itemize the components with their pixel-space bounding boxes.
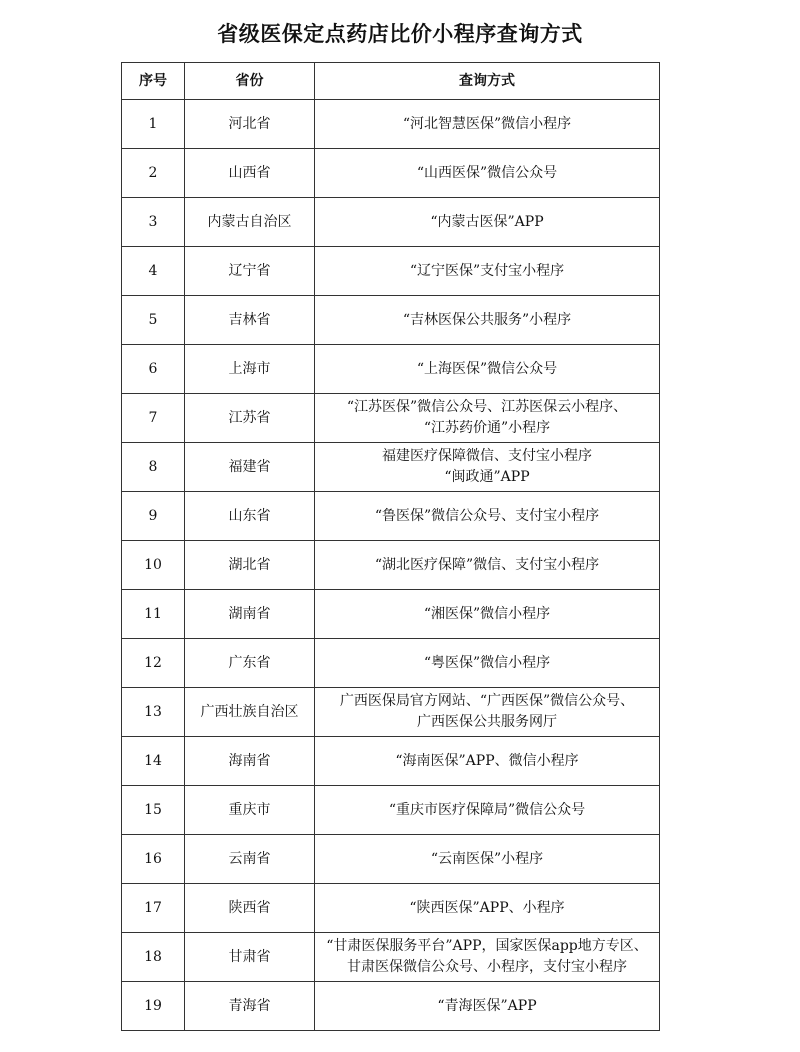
cell-no: 10: [122, 541, 185, 590]
method-line: “重庆市医疗保障局”微信公众号: [388, 801, 586, 818]
header-province: 省份: [185, 63, 315, 100]
table-body: [122, 100, 660, 1031]
cell-method: [315, 198, 660, 247]
cell-no: 14: [122, 737, 185, 786]
table-row: [122, 590, 660, 639]
method-line: 甘肃医保微信公众号、小程序，支付宝小程序: [347, 959, 627, 975]
cell-method: [315, 149, 660, 198]
cell-province: 甘肃省: [185, 933, 315, 982]
page-title: 省级医保定点药店比价小程序查询方式: [217, 22, 583, 46]
cell-method: [315, 639, 660, 688]
cell-method: [315, 590, 660, 639]
cell-no: 5: [122, 296, 185, 345]
method-line: 广西医保局官方网站、“广西医保”微信公众号、: [339, 693, 635, 709]
cell-no: 19: [122, 982, 185, 1031]
method-line: 广西医保公共服务网厅: [417, 714, 557, 730]
cell-no: 8: [122, 443, 185, 492]
method-line: “上海医保”微信公众号: [416, 360, 558, 377]
cell-method: [315, 443, 660, 492]
cell-no: 3: [122, 198, 185, 247]
cell-method: [315, 247, 660, 296]
cell-method: [315, 835, 660, 884]
cell-province: 湖南省: [185, 590, 315, 639]
cell-province: 上海市: [185, 345, 315, 394]
method-line: “海南医保”APP、微信小程序: [395, 752, 579, 769]
cell-no: 11: [122, 590, 185, 639]
header-method: 查询方式: [315, 63, 660, 100]
method-line: “江苏医保”微信公众号、江苏医保云小程序、: [346, 399, 628, 415]
cell-method: [315, 786, 660, 835]
cell-province: 青海省: [185, 982, 315, 1031]
table-row: [122, 835, 660, 884]
cell-method: [315, 345, 660, 394]
table-row: [122, 982, 660, 1031]
cell-no: 17: [122, 884, 185, 933]
cell-no: 9: [122, 492, 185, 541]
cell-province: 重庆市: [185, 786, 315, 835]
cell-no: 1: [122, 100, 185, 149]
method-line: “内蒙古医保”APP: [430, 213, 544, 230]
cell-province: 内蒙古自治区: [185, 198, 315, 247]
method-line: “甘肃医保服务平台”APP，国家医保app地方专区、: [326, 938, 648, 954]
method-line: “云南医保”小程序: [430, 850, 544, 867]
cell-method: [315, 884, 660, 933]
table-row: [122, 100, 660, 149]
header-no: 序号: [122, 63, 185, 100]
method-line: “辽宁医保”支付宝小程序: [409, 262, 565, 279]
cell-method: [315, 541, 660, 590]
table-row: [122, 737, 660, 786]
table-row: [122, 247, 660, 296]
cell-no: 2: [122, 149, 185, 198]
cell-method: [315, 737, 660, 786]
cell-province: 江苏省: [185, 394, 315, 443]
method-line: “青海医保”APP: [437, 997, 537, 1014]
table-row: [122, 296, 660, 345]
method-line: “山西医保”微信公众号: [416, 164, 558, 181]
table-row: [122, 933, 660, 982]
cell-province: 云南省: [185, 835, 315, 884]
cell-province: 河北省: [185, 100, 315, 149]
cell-no: 18: [122, 933, 185, 982]
cell-no: 13: [122, 688, 185, 737]
method-line: “粤医保”微信小程序: [423, 654, 551, 671]
cell-method: [315, 394, 660, 443]
cell-no: 16: [122, 835, 185, 884]
table-row: [122, 149, 660, 198]
table-row: [122, 541, 660, 590]
table-row: [122, 786, 660, 835]
cell-method: [315, 688, 660, 737]
query-method-table: [121, 62, 660, 1031]
table-row: [122, 688, 660, 737]
cell-method: [315, 492, 660, 541]
cell-province: 湖北省: [185, 541, 315, 590]
cell-method: [315, 933, 660, 982]
table-header-row: [122, 63, 660, 100]
cell-province: 山东省: [185, 492, 315, 541]
table-row: [122, 198, 660, 247]
cell-method: [315, 982, 660, 1031]
table-row: [122, 443, 660, 492]
cell-province: 陕西省: [185, 884, 315, 933]
cell-no: 7: [122, 394, 185, 443]
table-row: [122, 394, 660, 443]
method-line: “鲁医保”微信公众号、支付宝小程序: [374, 507, 600, 524]
cell-no: 4: [122, 247, 185, 296]
method-line: “陕西医保”APP、小程序: [409, 899, 565, 916]
method-line: “河北智慧医保”微信小程序: [402, 115, 572, 132]
cell-province: 吉林省: [185, 296, 315, 345]
cell-province: 广西壮族自治区: [185, 688, 315, 737]
method-line: 福建医疗保障微信、支付宝小程序: [382, 448, 592, 464]
method-line: “闽政通”APP: [444, 469, 530, 485]
cell-province: 海南省: [185, 737, 315, 786]
cell-province: 辽宁省: [185, 247, 315, 296]
method-line: “湖北医疗保障”微信、支付宝小程序: [374, 556, 600, 573]
table-row: [122, 345, 660, 394]
cell-method: [315, 296, 660, 345]
cell-method: [315, 100, 660, 149]
method-line: “吉林医保公共服务”小程序: [402, 311, 572, 328]
table-row: [122, 639, 660, 688]
table-row: [122, 492, 660, 541]
cell-no: 15: [122, 786, 185, 835]
table-row: [122, 884, 660, 933]
method-line: “江苏药价通”小程序: [423, 420, 551, 436]
cell-province: 福建省: [185, 443, 315, 492]
cell-province: 广东省: [185, 639, 315, 688]
cell-no: 6: [122, 345, 185, 394]
cell-province: 山西省: [185, 149, 315, 198]
cell-no: 12: [122, 639, 185, 688]
method-line: “湘医保”微信小程序: [423, 605, 551, 622]
